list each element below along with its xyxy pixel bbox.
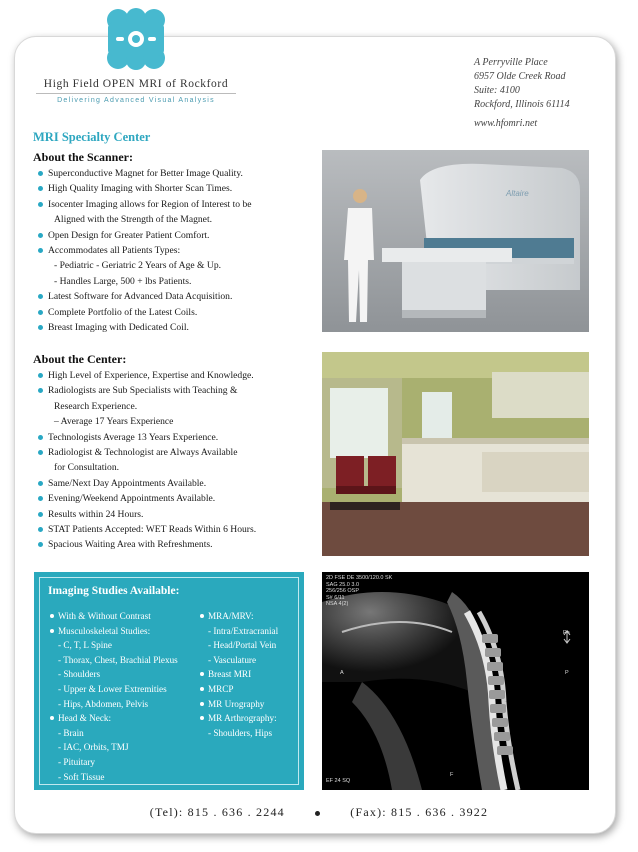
scanner-feature-item-text: - Handles Large, 500 + lbs Patients.	[54, 275, 192, 287]
scanner-feature-item	[38, 305, 252, 320]
bullet-icon	[38, 435, 43, 440]
study-item	[50, 770, 178, 785]
imaging-studies-title: Imaging Studies Available:	[48, 585, 180, 597]
spine-mri-image	[322, 572, 589, 790]
scanner-feature-item	[38, 289, 252, 304]
mri-footer-label: EF 24 SQ	[326, 778, 351, 784]
study-item-text: - Intra/Extracranial	[208, 625, 279, 636]
bullet-icon	[38, 310, 43, 315]
study-item	[50, 711, 178, 726]
scanner-feature-item	[38, 274, 252, 289]
study-item-text: - Shoulders	[58, 669, 101, 680]
address-line4: Rockford, Illinois 61114	[474, 99, 570, 110]
center-feature-item	[38, 414, 256, 429]
mri-param-2: SAG 25.0 3.0	[326, 581, 360, 588]
study-item	[200, 711, 278, 726]
study-item	[200, 667, 278, 682]
study-item	[200, 726, 278, 741]
study-item	[200, 638, 278, 653]
contact-footer	[0, 805, 638, 820]
center-feature-item	[38, 430, 256, 445]
scanner-feature-item-text: Aligned with the Strength of the Magnet.	[54, 214, 213, 226]
center-feature-item	[38, 491, 256, 506]
bullet-icon	[200, 672, 204, 676]
mri-param-1: 2D FSE DE 3500/120.0 SK	[326, 575, 393, 581]
logo-emblem	[100, 8, 170, 70]
scanner-feature-item	[38, 197, 252, 212]
center-feature-item	[38, 460, 256, 475]
address-block	[474, 56, 570, 131]
center-feature-item-text: Evening/Weekend Appointments Available.	[48, 493, 216, 505]
study-item-text: - Soft Tissue	[58, 771, 105, 782]
scanner-photo	[322, 150, 589, 332]
center-feature-item-text: STAT Patients Accepted: WET Reads Within 6 Hours.	[48, 524, 257, 536]
scanner-feature-item	[38, 228, 252, 243]
center-heading: About the Center:	[33, 352, 127, 366]
center-feature-item-text: High Level of Experience, Expertise and Knowledge.	[48, 370, 254, 381]
mri-a-label: A	[340, 670, 344, 676]
center-feature-item-text: Radiologist & Technologist are Always Available	[48, 447, 238, 459]
scanner-feature-item-text: Accommodates all Patients Types:	[48, 245, 181, 257]
center-feature-item	[38, 399, 256, 414]
imaging-studies-right	[200, 609, 278, 740]
study-item	[50, 682, 178, 697]
study-item-text: - Thorax, Chest, Brachial Plexus	[58, 654, 178, 665]
mri-p-label: P	[565, 670, 569, 676]
bullet-icon	[38, 373, 43, 378]
study-item-text: - Vasculature	[208, 654, 257, 665]
study-item	[200, 609, 278, 624]
scanner-feature-item-text: High Quality Imaging with Shorter Scan Times.	[48, 183, 233, 195]
study-item	[50, 609, 178, 624]
center-feature-item-text: Radiologists are Sub Specialists with Teaching &	[48, 385, 238, 397]
bullet-icon	[38, 325, 43, 330]
bullet-icon	[38, 171, 43, 176]
brand-tagline: Delivering Advanced Visual Analysis	[57, 97, 215, 104]
bullet-icon	[200, 716, 204, 720]
study-item-text: Head & Neck:	[58, 713, 112, 724]
scanner-feature-item	[38, 212, 252, 227]
study-item	[50, 638, 178, 653]
center-features-list	[38, 368, 256, 553]
mri-param-5: NSA 4(2)	[326, 601, 349, 607]
mri-param-4: S# 6/11	[326, 594, 345, 601]
center-feature-item-text: – Average 17 Years Experience	[54, 416, 174, 428]
study-item-text: Breast MRI	[208, 669, 252, 680]
mri-ph-label: Ph	[563, 630, 570, 636]
center-feature-item-text: Results within 24 Hours.	[48, 508, 144, 520]
study-item	[200, 682, 278, 697]
study-item	[50, 624, 178, 639]
study-item-text: MRA/MRV:	[208, 611, 254, 621]
address-line2: 6957 Olde Creek Road	[474, 71, 566, 82]
section-title: MRI Specialty Center	[33, 130, 151, 144]
bullet-icon	[38, 512, 43, 517]
study-item	[50, 755, 178, 770]
study-item-text: Musculoskeletal Studies:	[58, 625, 151, 636]
bullet-icon	[38, 450, 43, 455]
scanner-brand-label: Altaire	[506, 189, 529, 198]
study-item	[50, 726, 178, 741]
scanner-feature-item-text: Breast Imaging with Dedicated Coil.	[48, 322, 189, 334]
study-item-text: - IAC, Orbits, TMJ	[58, 742, 129, 753]
study-item-text: MR Urography	[208, 698, 265, 709]
bullet-icon	[200, 687, 204, 691]
bullet-icon	[38, 202, 43, 207]
bullet-icon	[50, 629, 54, 633]
center-feature-item-text: Spacious Waiting Area with Refreshments.	[48, 539, 213, 551]
scanner-feature-item-text: Complete Portfolio of the Latest Coils.	[48, 306, 198, 318]
mri-param-3: 256/256 OSP	[326, 588, 360, 594]
study-item-text: - Hips, Abdomen, Pelvis	[58, 698, 149, 709]
center-feature-item-text: Same/Next Day Appointments Available.	[48, 477, 207, 489]
study-item-text: MRCP	[208, 683, 234, 694]
center-feature-item	[38, 383, 256, 398]
bullet-icon	[38, 294, 43, 299]
scanner-feature-item-text: Open Design for Greater Patient Comfort.	[48, 229, 210, 241]
study-item-text: MR Arthrography:	[208, 713, 277, 724]
study-item-text: - Brain	[58, 727, 84, 738]
mri-scan-params	[326, 575, 392, 608]
study-item	[50, 697, 178, 712]
brand-name: High Field OPEN MRI of Rockford	[43, 78, 229, 90]
study-item-text: - Pituitary	[58, 756, 96, 767]
address-line1: A Perryville Place	[474, 57, 548, 68]
center-feature-item	[38, 368, 256, 383]
center-feature-item	[38, 537, 256, 552]
scanner-feature-item-text: - Pediatric - Geriatric 2 Years of Age & Up.	[54, 260, 222, 272]
bullet-icon	[200, 614, 204, 618]
bullet-icon	[38, 233, 43, 238]
center-feature-item-text: Technologists Average 13 Years Experience.	[48, 431, 219, 443]
bullet-icon	[38, 496, 43, 501]
study-item-text: - Upper & Lower Extremities	[58, 683, 167, 694]
scanner-features-list	[38, 166, 252, 335]
study-item	[200, 624, 278, 639]
bullet-icon	[38, 481, 43, 486]
scanner-feature-item	[38, 166, 252, 181]
fax-number: (Fax): 815 . 636 . 3922	[350, 805, 489, 819]
bullet-icon	[38, 527, 43, 532]
center-feature-item	[38, 507, 256, 522]
scanner-feature-item-text: Superconductive Magnet for Better Image Quality.	[48, 168, 243, 179]
website-link[interactable]: www.hfomri.net	[474, 118, 538, 129]
study-item-text: - Head/Portal Vein	[208, 640, 277, 651]
study-item	[200, 653, 278, 668]
waiting-area-photo	[322, 352, 589, 556]
scanner-feature-item-text: Latest Software for Advanced Data Acquisition.	[48, 291, 233, 303]
study-item-text: - C, T, L Spine	[58, 640, 112, 651]
scanner-feature-item	[38, 320, 252, 335]
center-feature-item	[38, 445, 256, 460]
phone-number[interactable]: (Tel): 815 . 636 . 2244	[149, 805, 285, 819]
study-item	[50, 740, 178, 755]
study-item	[200, 697, 278, 712]
study-item	[50, 653, 178, 668]
bullet-icon	[38, 542, 43, 547]
center-feature-item	[38, 522, 256, 537]
study-item	[50, 667, 178, 682]
imaging-studies-box	[34, 572, 304, 790]
address-line3: Suite: 4100	[474, 85, 520, 96]
scanner-feature-item-text: Isocenter Imaging allows for Region of Interest to be	[48, 198, 252, 210]
brand-block	[36, 78, 236, 104]
scanner-feature-item	[38, 258, 252, 273]
center-feature-item-text: for Consultation.	[54, 462, 120, 474]
brand-divider	[36, 93, 236, 94]
bullet-icon	[200, 702, 204, 706]
bullet-icon	[38, 248, 43, 253]
center-feature-item	[38, 476, 256, 491]
center-feature-item-text: Research Experience.	[54, 400, 138, 412]
scanner-feature-item	[38, 181, 252, 196]
study-item-text: - Shoulders, Hips	[208, 727, 273, 738]
imaging-studies-left	[50, 609, 178, 784]
footer-separator-dot	[315, 811, 320, 816]
scanner-feature-item	[38, 243, 252, 258]
bullet-icon	[38, 186, 43, 191]
bullet-icon	[50, 614, 54, 618]
bullet-icon	[38, 388, 43, 393]
scanner-heading: About the Scanner:	[33, 150, 134, 164]
study-item-text: With & Without Contrast	[58, 611, 151, 621]
bullet-icon	[50, 716, 54, 720]
mri-f-label: F	[450, 772, 454, 778]
